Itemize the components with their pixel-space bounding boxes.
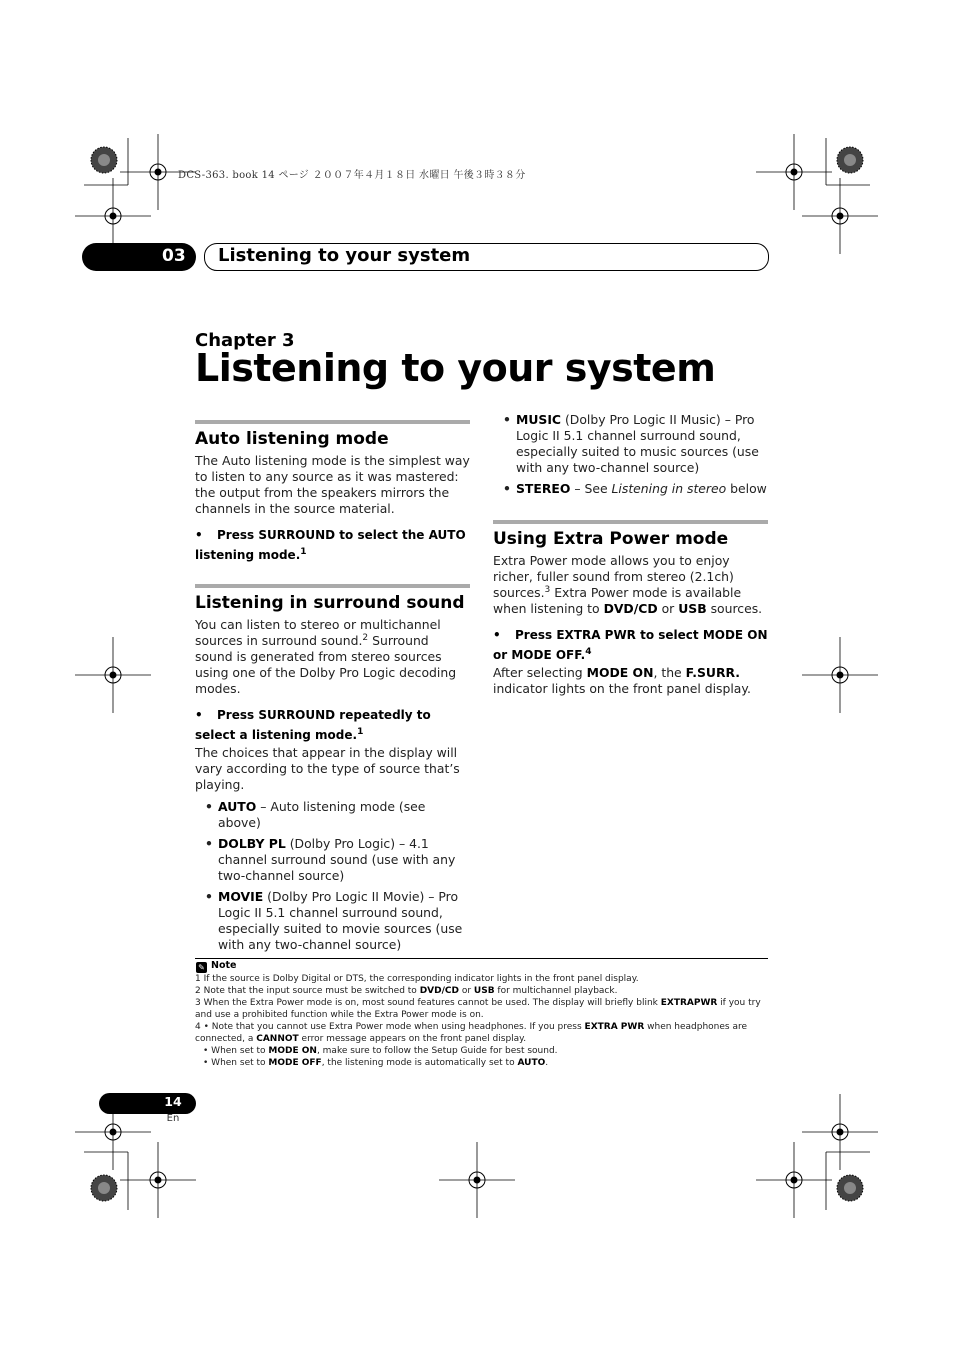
auto-mode-step-text: Press SURROUND to select the AUTO listening mode. xyxy=(195,528,466,562)
footnote-ref: 1 xyxy=(300,547,307,557)
chapter-title: Listening to your system xyxy=(195,346,716,390)
left-column xyxy=(195,420,470,958)
note-rule xyxy=(195,958,768,959)
note-2: 2 Note that the input source must be switched to DVD/CD or USB for multichannel playback. xyxy=(195,986,618,996)
note-1: 1 If the source is Dolby Digital or DTS, the corresponding indicator lights in the front panel display. xyxy=(195,974,639,984)
surround-body xyxy=(195,617,470,697)
mode-list xyxy=(195,799,470,953)
section-rule xyxy=(195,420,470,424)
surround-step: • Press SURROUND repeatedly to select a listening mode.$^1$ xyxy=(195,708,431,742)
chapter-label: Chapter 3 xyxy=(195,330,295,351)
list-item: • MOVIE (Dolby Pro Logic II Movie) – Pro Logic II 5.1 channel surround sound, especially suited to movie sources (use with any two-channel source) xyxy=(218,889,470,953)
mode-list-continued xyxy=(493,412,768,497)
note-4: 4 • Note that you cannot use Extra Power mode when using headphones. If you press EXTRA PWR when headphones are connected, a CANNOT error message appears on the front panel display. xyxy=(195,1022,748,1044)
surround-heading: Listening in surround sound xyxy=(195,593,465,613)
right-column xyxy=(493,412,768,697)
print-info: DCS-363. book 14 ページ ２００７年４月１８日 水曜日 午後３時３８分 xyxy=(178,170,526,181)
surround-body-a: You can listen to stereo or multichannel sources in surround sound. xyxy=(195,617,441,648)
footnote-ref: 1 xyxy=(357,727,364,737)
section-rule xyxy=(195,584,470,588)
note-4-bullet-1: • When set to MODE ON, make sure to follow the Setup Guide for best sound. xyxy=(203,1046,558,1056)
list-item: • AUTO – Auto listening mode (see above) xyxy=(218,799,470,831)
extra-power-body: Extra Power mode allows you to enjoy richer, fuller sound from stereo (2.1ch) sources.$^3$ Extra Power mode is available when listening to DVD/CD or USB sources. xyxy=(493,553,763,616)
header-title: Listening to your system xyxy=(218,245,471,266)
auto-mode-heading: Auto listening mode xyxy=(195,429,389,449)
chapter-number: 03 xyxy=(162,246,186,266)
extra-power-step-text: Press EXTRA PWR to select MODE ON or MODE OFF. xyxy=(493,628,768,662)
surround-step-text: Press SURROUND repeatedly to select a listening mode. xyxy=(195,708,431,742)
note-title: Note xyxy=(211,960,237,971)
extra-power-step: • Press EXTRA PWR to select MODE ON or MODE OFF.$^4$ xyxy=(493,628,768,662)
notes xyxy=(195,973,770,1069)
list-item: • MUSIC (Dolby Pro Logic II Music) – Pro Logic II 5.1 channel surround sound, especially suited to music sources (use with any two-channel source) xyxy=(516,412,768,476)
footnote-ref: 3 xyxy=(544,584,551,595)
footnote-ref: 2 xyxy=(362,632,369,643)
footnote-ref: 4 xyxy=(585,647,592,657)
list-item: • DOLBY PL (Dolby Pro Logic) – 4.1 channel surround sound (use with any two-channel source) xyxy=(218,836,470,884)
note-pencil-icon: ✎ xyxy=(196,962,207,973)
auto-mode-step: • Press SURROUND to select the AUTO listening mode.$^1$ xyxy=(195,528,466,562)
note-3: 3 When the Extra Power mode is on, most sound features cannot be used. The display will briefly blink EXTRAPWR if you try and use a prohibited function while the Extra Power mode is on. xyxy=(195,998,761,1020)
extra-power-heading: Using Extra Power mode xyxy=(493,529,729,549)
list-item: • STEREO – See Listening in stereo below xyxy=(516,481,768,497)
auto-mode-body: The Auto listening mode is the simplest way to listen to any source as it was mastered: the output from the speakers mirrors the channels in the source material. xyxy=(195,453,470,516)
surround-body2: The choices that appear in the display will vary according to the type of source that’s playing. xyxy=(195,745,460,792)
surround-body-b: Surround sound is generated from stereo sources using one of the Dolby Pro Logic decoding modes. xyxy=(195,633,457,696)
section-rule xyxy=(493,520,768,524)
note-4-bullet-2: • When set to MODE OFF, the listening mode is automatically set to AUTO. xyxy=(203,1058,549,1068)
page-number: 14 xyxy=(164,1094,182,1109)
page-language: En xyxy=(166,1113,180,1124)
extra-power-after: After selecting MODE ON, the F.SURR. indicator lights on the front panel display. xyxy=(493,665,751,696)
